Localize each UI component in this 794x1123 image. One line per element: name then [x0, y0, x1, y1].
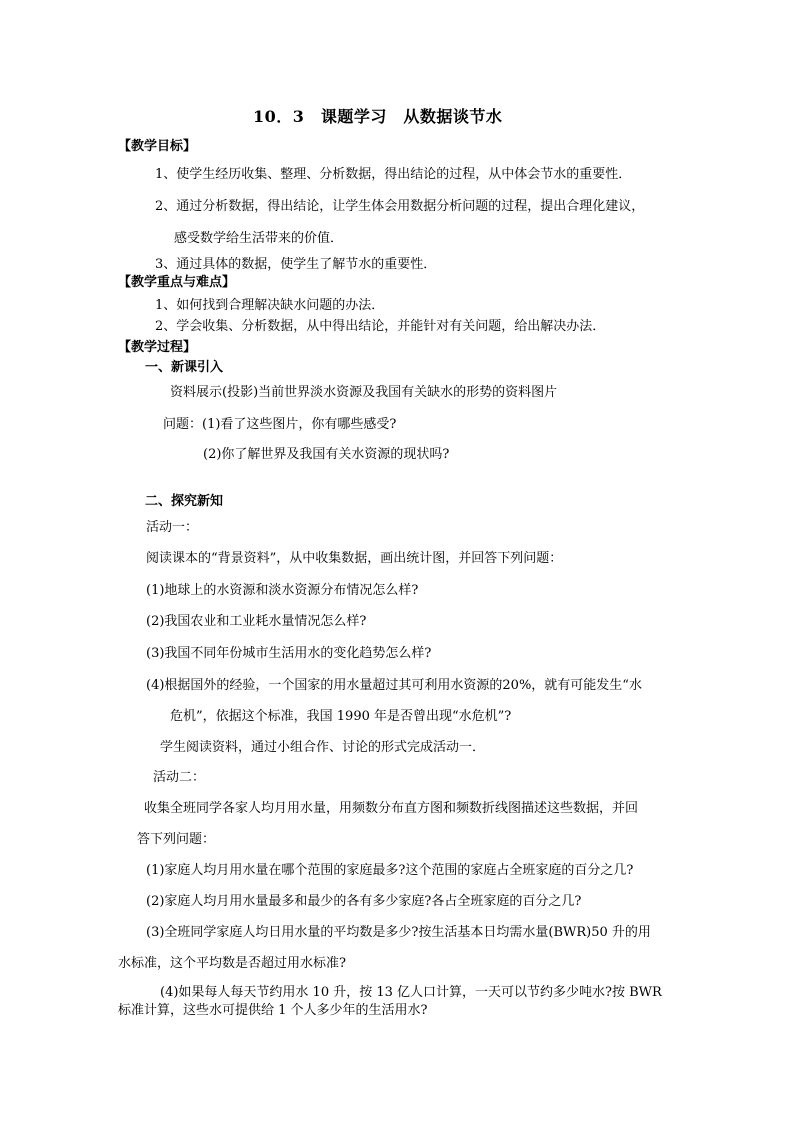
- goals-heading: 【教学目标】: [118, 139, 197, 154]
- activity2-line-5: (3)全班同学家庭人均日用水量的平均数是多少?按生活基本日均需水量(BWR)50 升的用: [146, 925, 651, 940]
- activity2-line-8: 标准计算，这些水可提供给 1 个人多少年的生活用水?: [118, 1003, 428, 1018]
- goal-item-2: 2、通过分析数据，得出结论，让学生体会用数据分析问题的过程，提出合理化建议，: [155, 199, 645, 214]
- activity2-label: 活动二：: [153, 770, 206, 785]
- key-point-1: 1、如何找到合理解决缺水问题的办法．: [155, 298, 385, 313]
- activity1-line-4: (3)我国不同年份城市生活用水的变化趋势怎么样?: [146, 646, 432, 661]
- activity2-line-3: (1)家庭人均月用水量在哪个范围的家庭最多?这个范围的家庭占全班家庭的百分之几?: [146, 863, 634, 878]
- activity1-line-6: 危机”，依据这个标准，我国 1990 年是否曾出现“水危机”?: [170, 709, 512, 724]
- process-heading: 【教学过程】: [118, 340, 197, 355]
- part1-heading: 一、新课引入: [145, 360, 224, 375]
- key-points-heading: 【教学重点与难点】: [118, 275, 236, 290]
- part1-line-1: 资料展示(投影)当前世界淡水资源及我国有关缺水的形势的资料图片: [170, 385, 558, 400]
- part1-line-2: 问题：(1)看了这些图片，你有哪些感受?: [163, 417, 397, 432]
- activity2-line-4: (2)家庭人均月用水量最多和最少的各有多少家庭?各占全班家庭的百分之几?: [146, 894, 582, 909]
- activity2-line-6: 水标准，这个平均数是否超过用水标准?: [118, 956, 346, 971]
- goal-item-3: 3、通过具体的数据，使学生了解节水的重要性．: [155, 257, 437, 272]
- activity2-line-7: (4)如果每人每天节约用水 10 升，按 13 亿人口计算，一天可以节约多少吨水?按 BWR: [160, 985, 662, 1000]
- activity2-line-1: 收集全班同学各家人均月用水量，用频数分布直方图和频数折线图描述这些数据，并回: [144, 801, 639, 816]
- part1-line-3: (2)你了解世界及我国有关水资源的现状吗?: [203, 447, 450, 462]
- activity1-line-5: (4)根据国外的经验，一个国家的用水量超过其可利用水资源的20%，就有可能发生“水: [146, 678, 642, 693]
- activity1-label: 活动一：: [146, 520, 199, 535]
- activity2-line-2: 答下列问题：: [137, 832, 216, 847]
- activity1-line-1: 阅读课本的“背景资料”，从中收集数据，画出统计图，并回答下列问题：: [146, 551, 563, 566]
- activity1-line-7: 学生阅读资料，通过小组合作、讨论的形式完成活动一．: [160, 740, 486, 755]
- activity1-line-3: (2)我国农业和工业耗水量情况怎么样?: [146, 614, 367, 629]
- key-point-2: 2、学会收集、分析数据，从中得出结论，并能针对有关问题，给出解决办法．: [155, 319, 606, 334]
- goal-item-2-cont: 感受数学给生活带来的价值．: [174, 231, 344, 246]
- page-title: 10．3 课题学习 从数据谈节水: [253, 107, 503, 126]
- activity1-line-2: (1)地球上的水资源和淡水资源分布情况怎么样?: [146, 583, 419, 598]
- part2-heading: 二、探究新知: [145, 494, 224, 509]
- goal-item-1: 1、使学生经历收集、整理、分析数据，得出结论的过程，从中体会节水的重要性．: [155, 167, 632, 182]
